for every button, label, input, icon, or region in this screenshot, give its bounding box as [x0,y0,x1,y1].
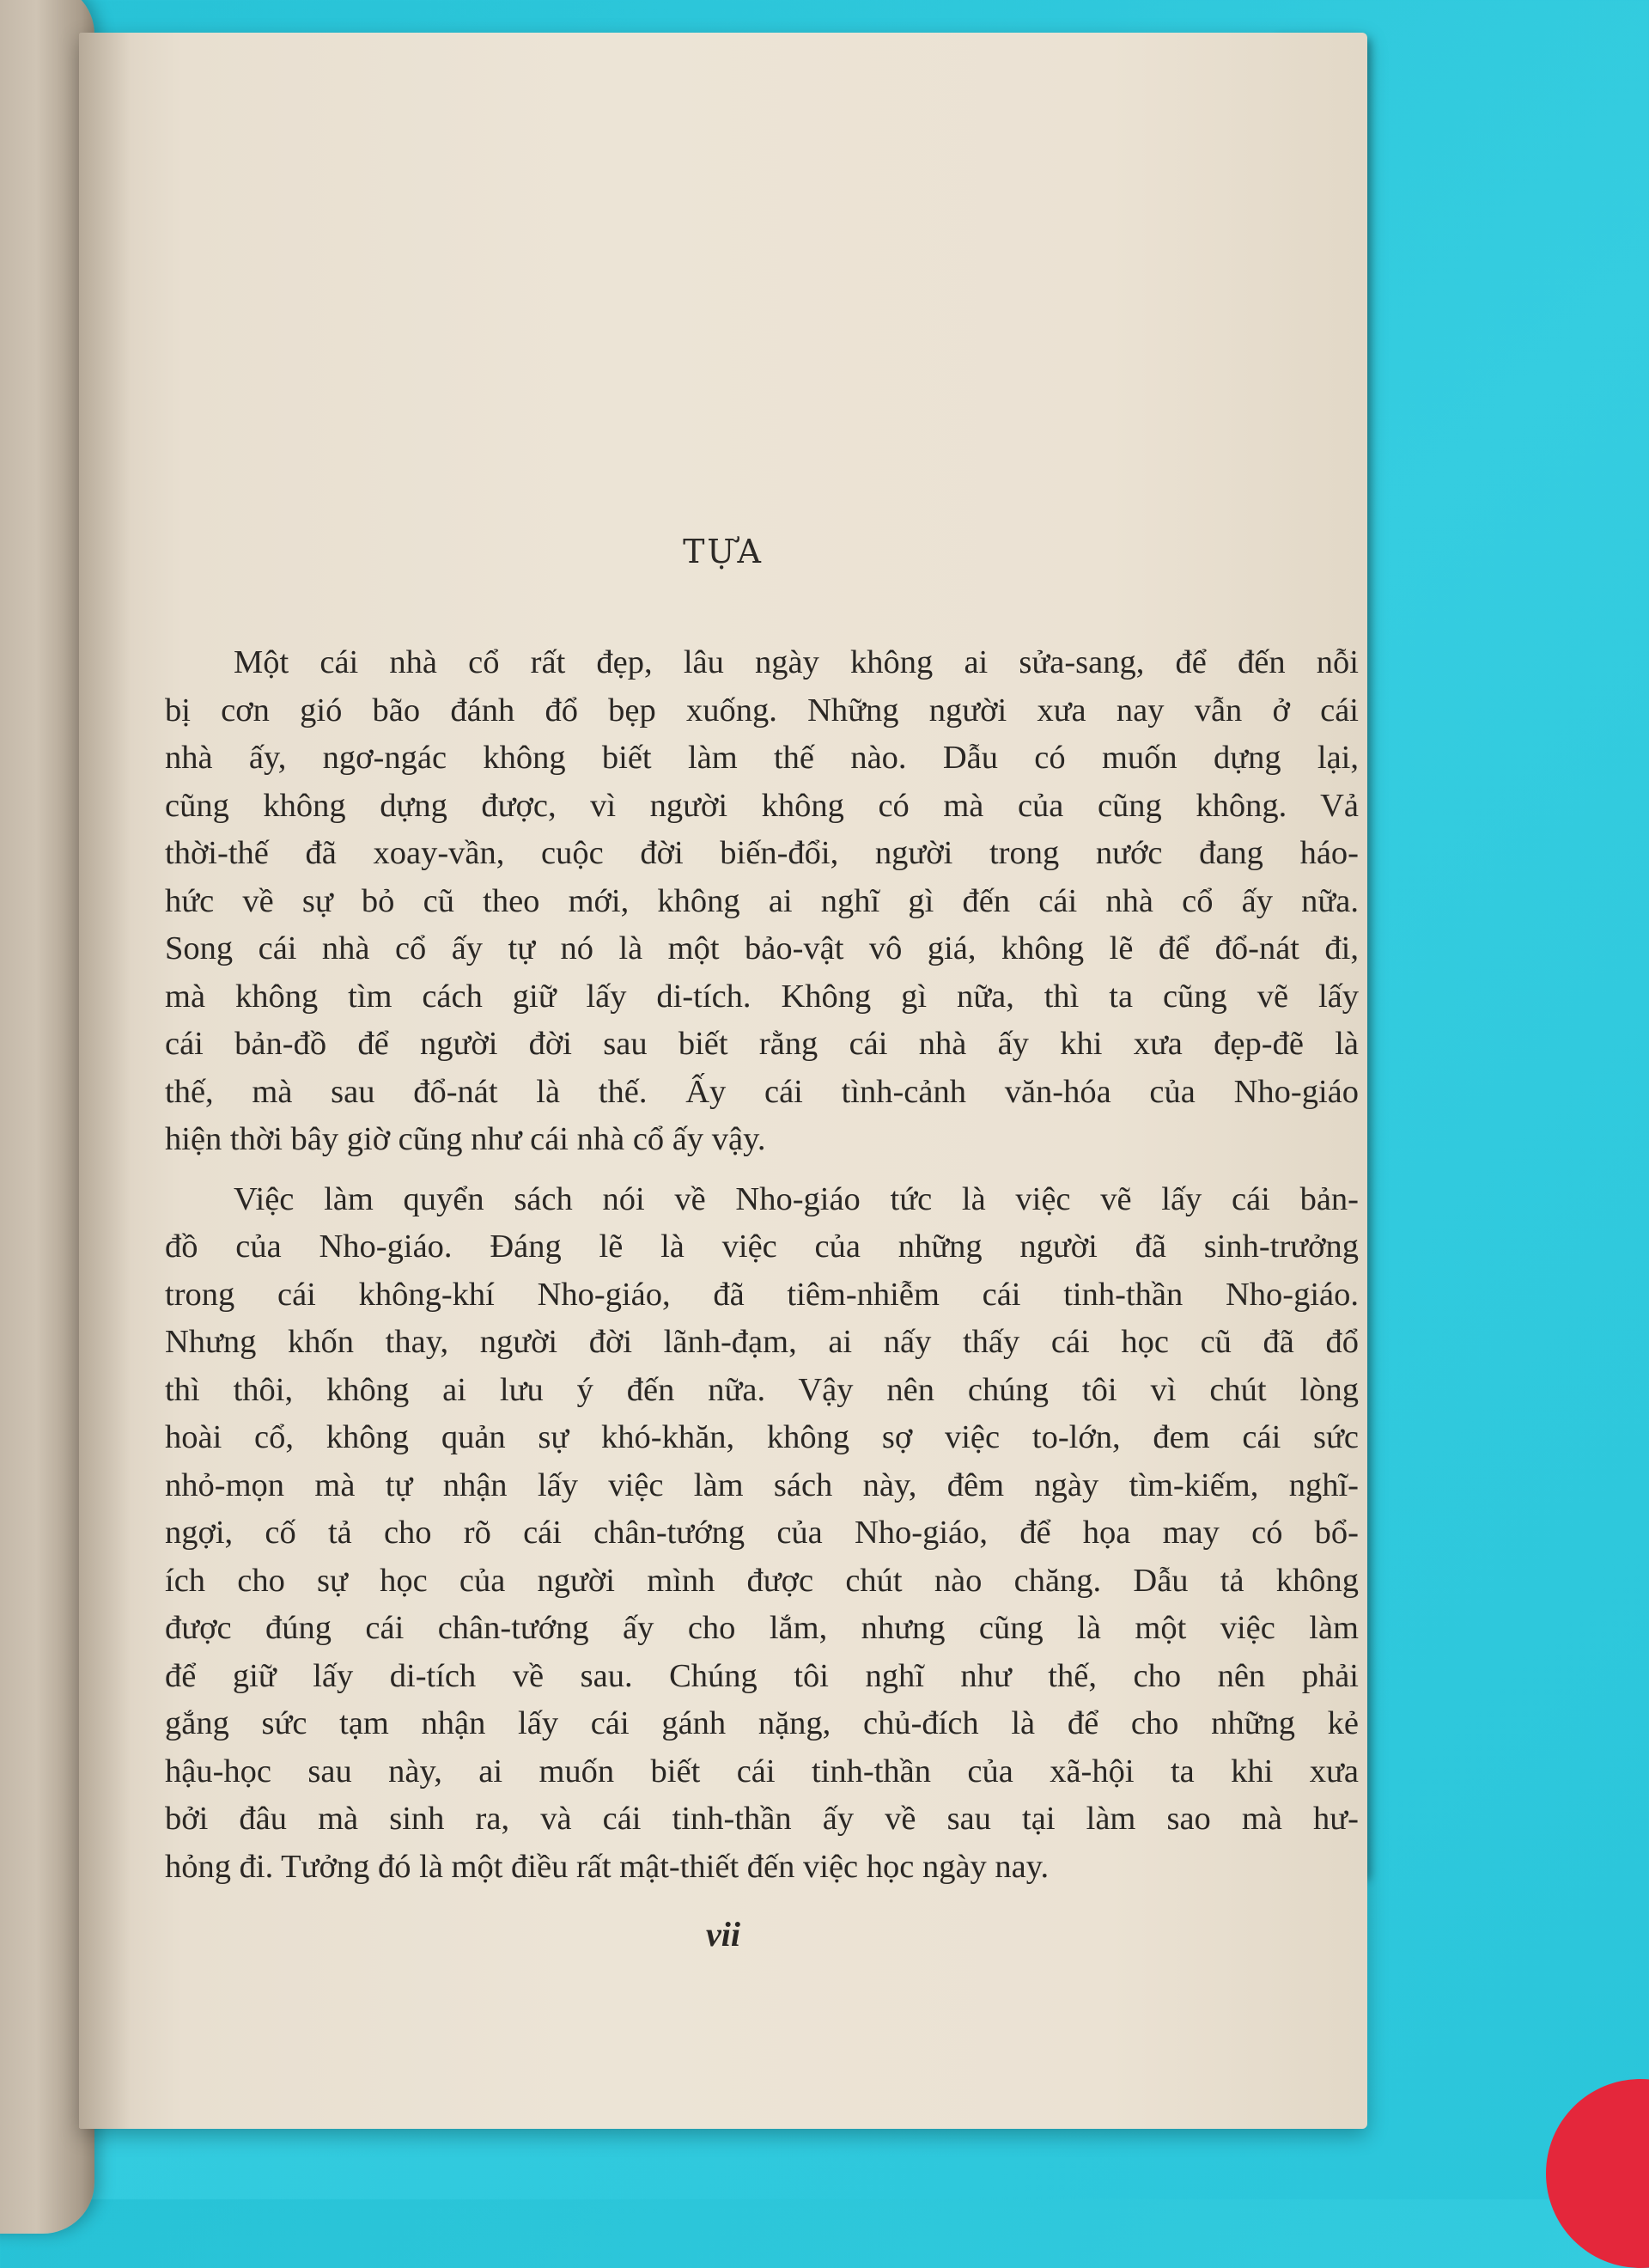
book-page [79,33,1367,2129]
text-line: gắng sức tạm nhận lấy cái gánh nặng, chủ-đích là để cho những kẻ [165,1705,1359,1741]
text-line: cũng không dựng được, vì người không có mà của cũng không. Vả [165,787,1359,824]
text-line: cái bản-đồ để người đời sau biết rằng cái nhà ấy khi xưa đẹp-đẽ là [165,1026,1359,1062]
text-line: trong cái không-khí Nho-giáo, đã tiêm-nhiễm cái tinh-thần Nho-giáo. [165,1276,1359,1313]
paragraph [165,1176,1359,1892]
text-line: Nhưng khốn thay, người đời lãnh-đạm, ai nấy thấy cái học cũ đã đổ [165,1324,1359,1360]
text-line: được đúng cái chân-tướng ấy cho lắm, nhưng cũng là một việc làm [165,1610,1359,1646]
text-line: hức về sự bỏ cũ theo mới, không ai nghĩ gì đến cái nhà cổ ấy nữa. [165,882,1359,919]
text-line: bởi đâu mà sinh ra, và cái tinh-thần ấy về sau tại làm sao mà hư- [165,1801,1359,1837]
text-line: hoài cổ, không quản sự khó-khăn, không sợ việc to-lớn, đem cái sức [165,1419,1359,1455]
paragraph [165,639,1359,1164]
text-line: ích cho sự học của người mình được chút nào chăng. Dẫu tả không [165,1562,1359,1599]
text-line: nhỏ-mọn mà tự nhận lấy việc làm sách này, đêm ngày tìm-kiếm, nghĩ- [165,1466,1359,1503]
text-line: nhà ấy, ngơ-ngác không biết làm thế nào. Dẫu có muốn dựng lại, [165,740,1359,776]
text-line: hiện thời bây giờ cũng như cái nhà cổ ấy vậy. [165,1121,766,1157]
text-line: để giữ lấy di-tích về sau. Chúng tôi nghĩ như thế, cho nên phải [165,1657,1359,1694]
text-line: mà không tìm cách giữ lấy di-tích. Không gì nữa, thì ta cũng vẽ lấy [165,978,1359,1015]
text-line: đồ của Nho-giáo. Đáng lẽ là việc của những người đã sinh-trưởng [165,1228,1359,1265]
text-line: bị cơn gió bão đánh đổ bẹp xuống. Những người xưa nay vẫn ở cái [165,692,1359,729]
text-line: thời-thế đã xoay-vần, cuộc đời biến-đổi, người trong nước đang háo- [165,835,1359,871]
text-line: Việc làm quyển sách nói về Nho-giáo tức là việc vẽ lấy cái bản- [234,1180,1359,1217]
text-line: Một cái nhà cổ rất đẹp, lâu ngày không ai sửa-sang, để đến nỗi [234,644,1359,680]
text-line: hậu-học sau này, ai muốn biết cái tinh-thần của xã-hội ta khi xưa [165,1753,1359,1789]
text-line: thì thôi, không ai lưu ý đến nữa. Vậy nên chúng tôi vì chút lòng [165,1371,1359,1408]
page-title: TỰA [683,533,764,570]
text-line: ngợi, cố tả cho rõ cái chân-tướng của Nho-giáo, để họa may có bổ- [165,1515,1359,1551]
text-line: Song cái nhà cổ ấy tự nó là một bảo-vật vô giá, không lẽ để đổ-nát đi, [165,930,1359,966]
body-text [165,639,1359,1903]
page-number: vii [706,1915,740,1954]
text-line: thế, mà sau đổ-nát là thế. Ấy cái tình-cảnh văn-hóa của Nho-giáo [165,1073,1359,1110]
text-line: hỏng đi. Tưởng đó là một điều rất mật-thiết đến việc học ngày nay. [165,1848,1050,1885]
gutter-shadow [79,33,131,2129]
